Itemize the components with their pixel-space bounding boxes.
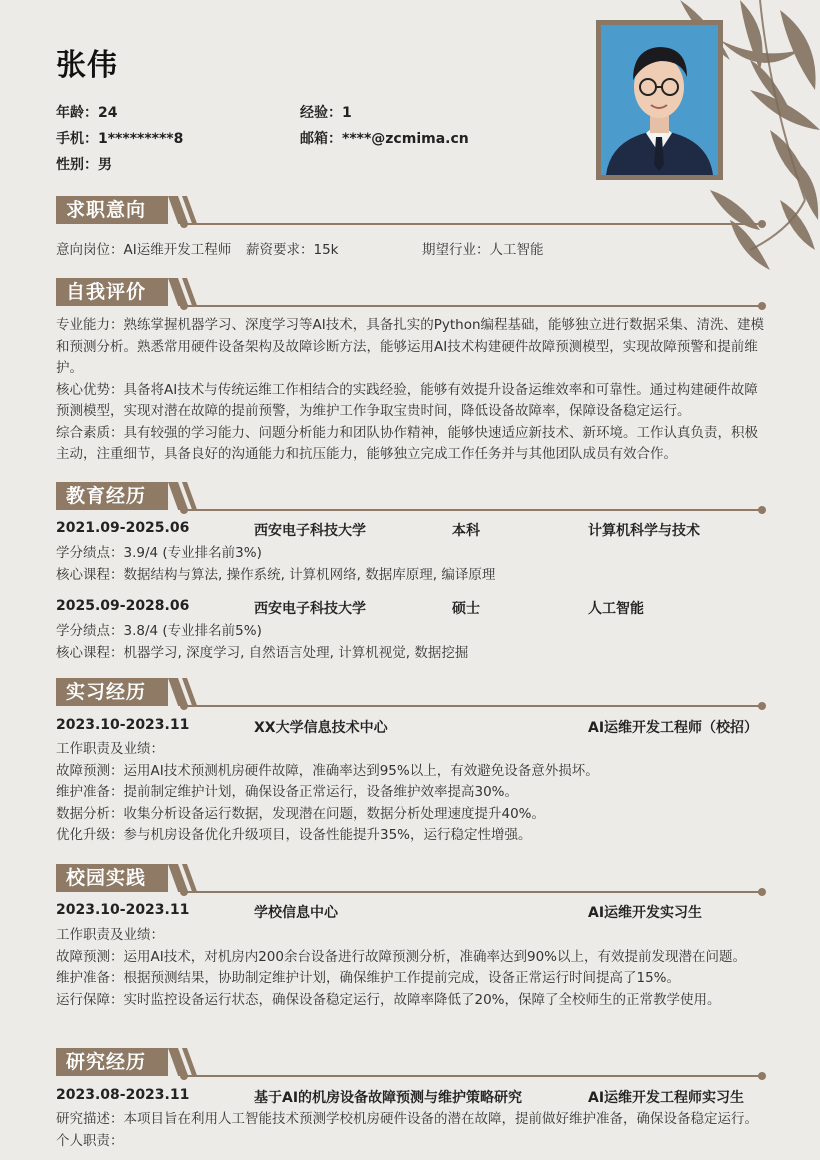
research-details bbox=[56, 1109, 766, 1152]
self-eval-paragraph: 专业能力：熟练掌握机器学习、深度学习等AI技术，具备扎实的Python编程基础，能够独立进行数据采集、清洗、建模和预测分析。熟悉常用硬件设备架构及故障诊断方法，能够运用AI技术构建硬件故障预测模型，实现故障预警和提前维护。 bbox=[56, 317, 765, 376]
research-topic: 基于AI的机房设备故障预测与维护策略研究 bbox=[254, 1090, 523, 1106]
self-eval-paragraph: 核心优势：具备将AI技术与传统运维工作相结合的实践经验，能够有效提升设备运维效率和可靠性。通过构建硬件故障预测模型，实现对潜在故障的提前预警，为维护工作争取宝贵时间，降低设备故障率，保障设备稳定运行。 bbox=[56, 381, 758, 419]
self-eval-paragraph: 综合素质：具有较强的学习能力、问题分析能力和团队协作精神，能够快速适应新技术、新环境。工作认真负责，积极主动，注重细节，具备良好的沟通能力和抗压能力，能够独立完成工作任务并与其他团队成员有效合作。 bbox=[56, 424, 758, 462]
research-role: AI运维开发工程师实习生 bbox=[588, 1090, 745, 1106]
section-title: 实习经历 bbox=[56, 678, 168, 706]
education-degree: 硕士 bbox=[452, 601, 480, 617]
campus-details bbox=[56, 925, 766, 1011]
education-details bbox=[56, 621, 766, 664]
campus-line: 运行保障：实时监控设备运行状态，确保设备稳定运行，故障率降低了20%，保障了全校师生的正常教学使用。 bbox=[56, 991, 721, 1008]
section-title: 求职意向 bbox=[56, 196, 168, 224]
education-period: 2021.09-2025.06 bbox=[56, 520, 190, 536]
section-title: 自我评价 bbox=[56, 278, 168, 306]
age-info: 年龄：24 bbox=[56, 105, 118, 121]
education-school: 西安电子科技大学 bbox=[254, 601, 366, 617]
campus-line: 故障预测：运用AI技术，对机房内200余台设备进行故障预测分析，准确率达到90%以上，有效提前发现潜在问题。 bbox=[56, 948, 746, 965]
education-gpa: 学分绩点：3.9/4 (专业排名前3%) bbox=[56, 545, 262, 561]
avatar-icon bbox=[601, 25, 718, 175]
internship-row bbox=[56, 717, 766, 737]
education-degree: 本科 bbox=[452, 523, 480, 539]
internship-org: XX大学信息技术中心 bbox=[254, 720, 388, 736]
section-header-intent bbox=[56, 196, 766, 226]
section-title: 研究经历 bbox=[56, 1048, 168, 1076]
education-details bbox=[56, 543, 766, 586]
campus-line: 工作职责及业绩： bbox=[56, 927, 164, 943]
internship-line: 数据分析：收集分析设备运行数据，发现潜在问题，数据分析处理速度提升40%。 bbox=[56, 805, 546, 822]
phone-info: 手机：1*********8 bbox=[56, 131, 184, 147]
campus-row bbox=[56, 902, 766, 922]
research-line: 研究描述：本项目旨在利用人工智能技术预测学校机房硬件设备的潜在故障，提前做好维护准备，确保设备稳定运行。 bbox=[56, 1111, 758, 1127]
internship-role: AI运维开发工程师（校招） bbox=[588, 720, 759, 736]
section-header-campus bbox=[56, 864, 766, 894]
self-eval-body bbox=[56, 315, 766, 466]
education-school: 西安电子科技大学 bbox=[254, 523, 366, 539]
education-courses: 核心课程：机器学习, 深度学习, 自然语言处理, 计算机视觉, 数据挖掘 bbox=[56, 644, 469, 661]
profile-photo bbox=[596, 20, 723, 180]
internship-line: 优化升级：参与机房设备优化升级项目，设备性能提升35%，运行稳定性增强。 bbox=[56, 827, 532, 843]
internship-line: 工作职责及业绩： bbox=[56, 741, 164, 757]
education-courses: 核心课程：数据结构与算法, 操作系统, 计算机网络, 数据库原理, 编译原理 bbox=[56, 566, 496, 583]
section-header-self-eval bbox=[56, 278, 766, 308]
section-header-internship bbox=[56, 678, 766, 708]
internship-line: 故障预测：运用AI技术预测机房硬件故障，准确率达到95%以上，有效避免设备意外损坏。 bbox=[56, 762, 599, 779]
campus-org: 学校信息中心 bbox=[254, 905, 338, 921]
internship-period: 2023.10-2023.11 bbox=[56, 717, 190, 733]
intent-salary: 薪资要求：15k bbox=[246, 242, 339, 258]
section-header-education bbox=[56, 482, 766, 512]
education-period: 2025.09-2028.06 bbox=[56, 598, 190, 614]
intent-industry: 期望行业：人工智能 bbox=[422, 242, 544, 258]
education-row bbox=[56, 520, 766, 540]
experience-info: 经验：1 bbox=[300, 105, 352, 121]
section-title: 校园实践 bbox=[56, 864, 168, 892]
intent-position: 意向岗位：AI运维开发工程师 bbox=[56, 242, 232, 258]
section-header-research bbox=[56, 1048, 766, 1078]
research-period: 2023.08-2023.11 bbox=[56, 1087, 190, 1103]
email-info: 邮箱：****@zcmima.cn bbox=[300, 131, 469, 147]
campus-line: 维护准备：根据预测结果，协助制定维护计划，确保维护工作提前完成，设备正常运行时间提高了15%。 bbox=[56, 970, 681, 986]
education-row bbox=[56, 598, 766, 618]
gender-info: 性别：男 bbox=[56, 157, 112, 173]
education-major: 计算机科学与技术 bbox=[588, 523, 700, 539]
intent-row bbox=[56, 238, 766, 258]
research-line: 个人职责： bbox=[56, 1132, 124, 1149]
campus-period: 2023.10-2023.11 bbox=[56, 902, 190, 918]
education-major: 人工智能 bbox=[588, 601, 644, 617]
internship-details bbox=[56, 739, 766, 847]
candidate-name: 张伟 bbox=[56, 48, 118, 83]
research-row bbox=[56, 1087, 766, 1107]
education-gpa: 学分绩点：3.8/4 (专业排名前5%) bbox=[56, 623, 262, 639]
campus-role: AI运维开发实习生 bbox=[588, 905, 703, 921]
internship-line: 维护准备：提前制定维护计划，确保设备正常运行，设备维护效率提高30%。 bbox=[56, 784, 519, 800]
section-title: 教育经历 bbox=[56, 482, 168, 510]
